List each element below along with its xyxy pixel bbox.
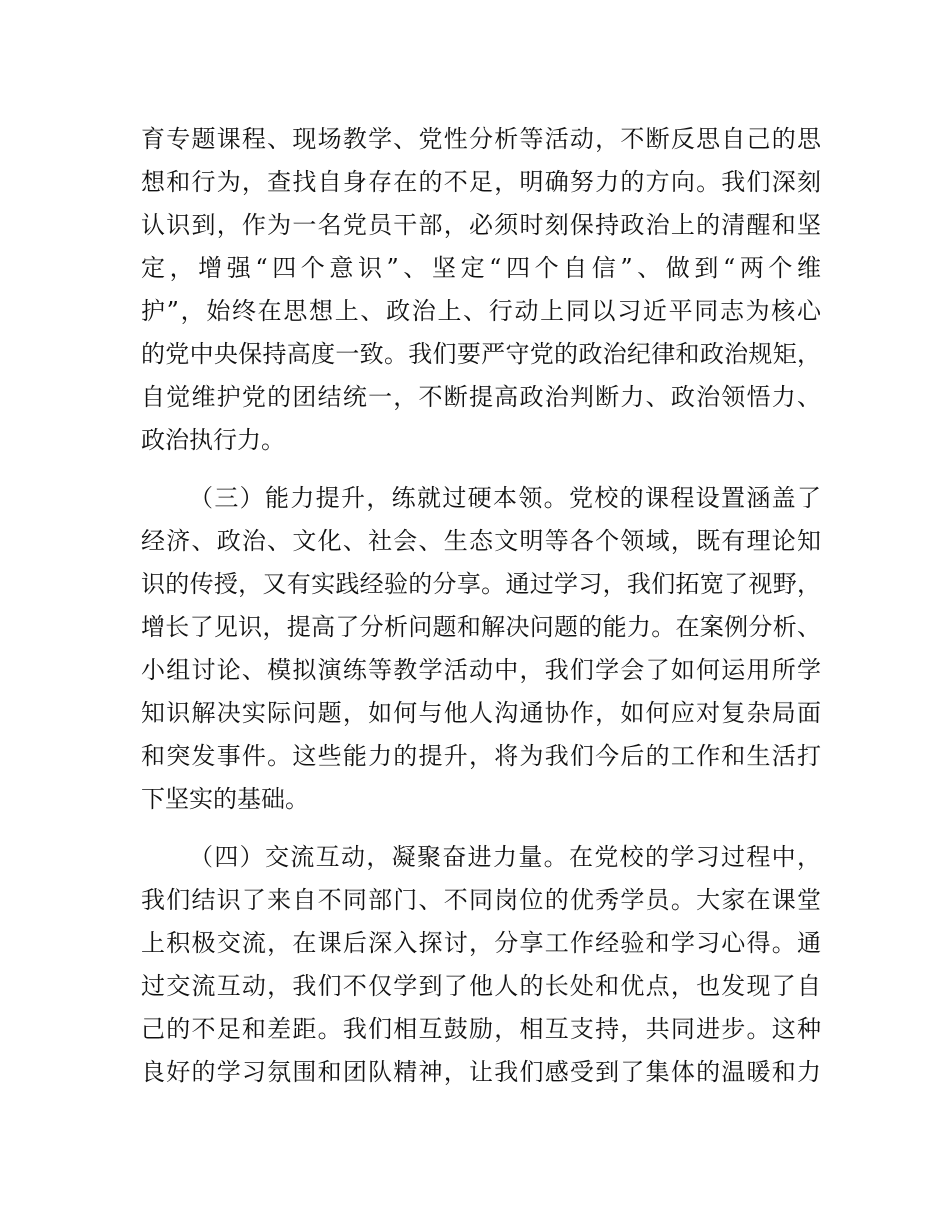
text-line: 经济、政治、文化、社会、生态文明等各个领域，既有理论知: [141, 527, 821, 555]
paragraph-gap: [141, 821, 821, 836]
text-line: 过交流互动，我们不仅学到了他人的长处和优点，也发现了自: [141, 972, 821, 1000]
text-line: （三）能力提升，练就过硬本领。党校的课程设置涵盖了: [189, 484, 821, 512]
paragraph-continuation: [141, 118, 821, 462]
text-line: 增长了见识，提高了分析问题和解决问题的能力。在案例分析、: [141, 613, 821, 641]
text-line: 上积极交流，在课后深入探讨，分享工作经验和学习心得。通: [141, 929, 821, 957]
text-line: 的党中央保持高度一致。我们要严守党的政治纪律和政治规矩，: [141, 340, 821, 368]
text-line: 政治执行力。: [141, 426, 285, 454]
text-line: 我们结识了来自不同部门、不同岗位的优秀学员。大家在课堂: [141, 886, 821, 914]
paragraph-section-three: [141, 477, 821, 821]
text-line: 定，增强“四个意识”、坚定“四个自信”、做到“两个维: [141, 254, 821, 282]
document-body: [141, 118, 821, 1094]
text-line: 想和行为，查找自身存在的不足，明确努力的方向。我们深刻: [141, 168, 821, 196]
text-line: 育专题课程、现场教学、党性分析等活动，不断反思自己的思: [141, 125, 821, 153]
text-line: 良好的学习氛围和团队精神，让我们感受到了集体的温暖和力: [141, 1058, 821, 1086]
paragraph-gap: [141, 462, 821, 477]
paragraph-section-four: [141, 836, 821, 1094]
text-line: 识的传授，又有实践经验的分享。通过学习，我们拓宽了视野，: [141, 570, 821, 598]
text-line: 小组讨论、模拟演练等教学活动中，我们学会了如何运用所学: [141, 656, 821, 684]
text-line: 自觉维护党的团结统一，不断提高政治判断力、政治领悟力、: [141, 383, 821, 411]
text-line: 认识到，作为一名党员干部，必须时刻保持政治上的清醒和坚: [141, 211, 821, 239]
text-line: 己的不足和差距。我们相互鼓励，相互支持，共同进步。这种: [141, 1015, 821, 1043]
text-line: 护”，始终在思想上、政治上、行动上同以习近平同志为核心: [141, 297, 821, 325]
text-line: 知识解决实际问题，如何与他人沟通协作，如何应对复杂局面: [141, 699, 821, 727]
text-line: 和突发事件。这些能力的提升，将为我们今后的工作和生活打: [141, 742, 821, 770]
text-line: （四）交流互动，凝聚奋进力量。在党校的学习过程中，: [189, 843, 821, 871]
text-line: 下坚实的基础。: [141, 785, 309, 813]
